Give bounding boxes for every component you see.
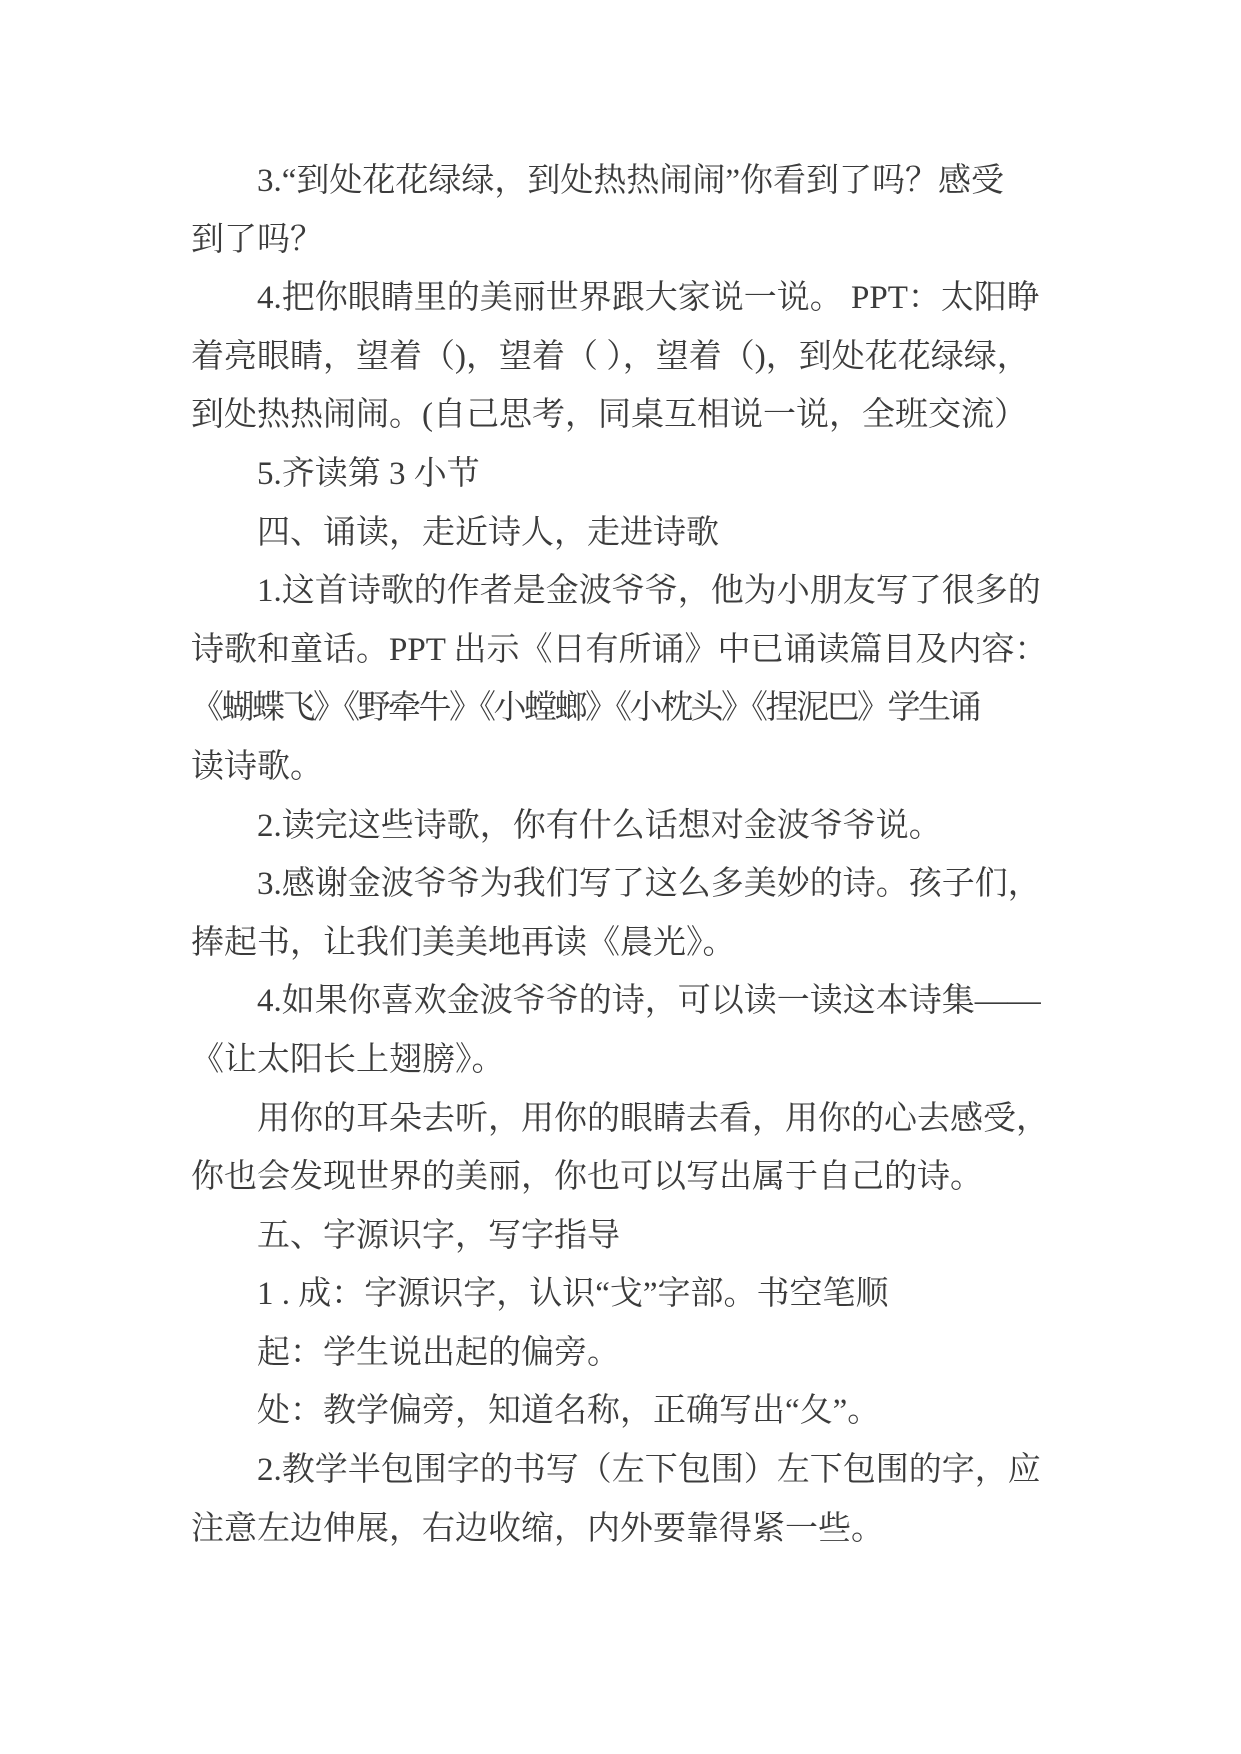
text-block	[191, 152, 1176, 1558]
text-line: 诗歌和童话。PPT 出示《日有所诵》中已诵读篇目及内容：	[191, 631, 1048, 668]
text-line: 《蝴蝶飞》《野牵牛》《小螳螂》《小枕头》《捏泥巴》学生诵	[191, 690, 979, 727]
text-line: 3.“到处花花绿绿，到处热热闹闹”你看到了吗？感受	[257, 163, 1005, 199]
text-line: 2.读完这些诗歌，你有什么话想对金波爷爷说。	[257, 807, 942, 844]
text-line: 4.如果你喜欢金波爷爷的诗，可以读一读这本诗集——	[257, 983, 1041, 1020]
text-line: 你也会发现世界的美丽，你也可以写出属于自己的诗。	[191, 1159, 983, 1196]
text-line: 1 . 成：字源识字，认识“戈”字部。书空笔顺	[257, 1276, 889, 1313]
text-line: 《让太阳长上翅膀》。	[191, 1041, 505, 1078]
text-line: 读诗歌。	[191, 748, 323, 785]
text-line: 4.把你眼睛里的美丽世界跟大家说一说。 PPT：太阳睁	[257, 280, 1040, 317]
text-line: 处：教学偏旁，知道名称，正确写出“夂”。	[257, 1393, 881, 1430]
text-line: 四、诵读，走近诗人，走进诗歌	[257, 514, 719, 551]
text-line: 1.这首诗歌的作者是金波爷爷，他为小朋友写了很多的	[257, 573, 1041, 610]
text-line: 着亮眼睛，望着（)，望着（ ），望着（)，到处花花绿绿，	[191, 338, 1030, 375]
text-line: 3.感谢金波爷爷为我们写了这么多美妙的诗。孩子们，	[257, 866, 1041, 903]
text-line: 用你的耳朵去听，用你的眼睛去看，用你的心去感受，	[257, 1100, 1049, 1137]
text-line: 到了吗？	[191, 221, 323, 258]
text-line: 起：学生说出起的偏旁。	[257, 1334, 620, 1371]
text-line: 捧起书，让我们美美地再读《晨光》。	[191, 924, 736, 961]
text-line: 到处热热闹闹。(自己思考，同桌互相说一说，全班交流）	[191, 397, 1027, 434]
text-line: 2.教学半包围字的书写（左下包围）左下包围的字，应	[257, 1452, 1041, 1489]
text-line: 五、字源识字，写字指导	[257, 1217, 620, 1254]
text-line: 5.齐读第 3 小节	[257, 455, 480, 492]
text-line: 注意左边伸展，右边收缩，内外要靠得紧一些。	[191, 1510, 884, 1547]
